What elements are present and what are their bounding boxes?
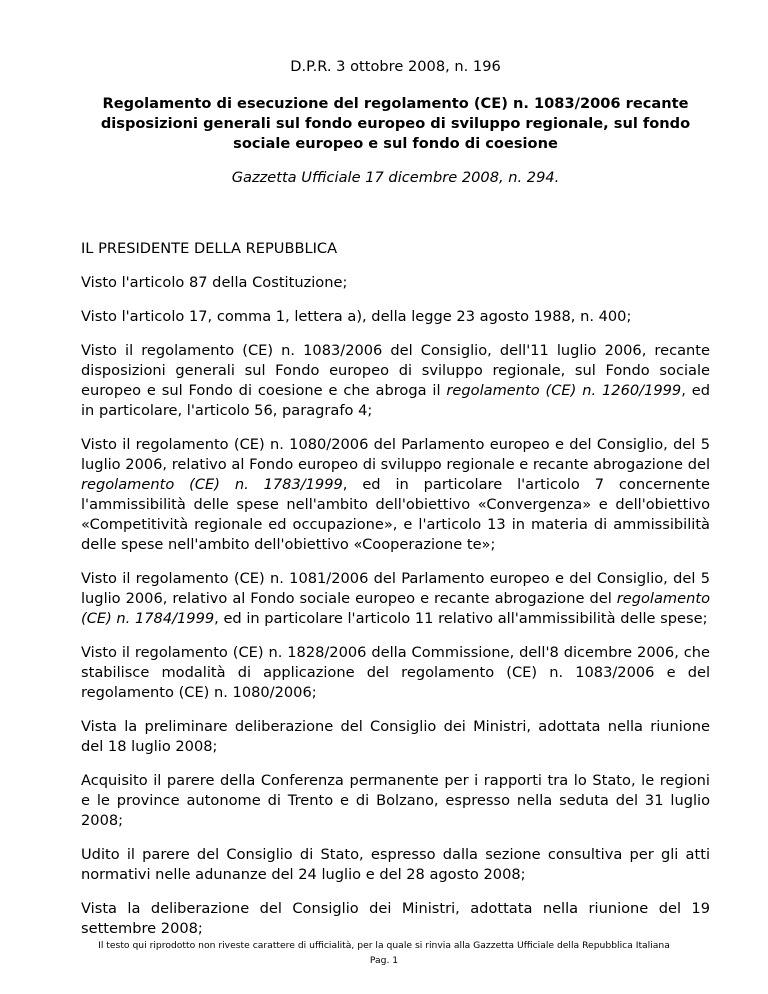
- paragraph-text: , ed in particolare l'articolo 11 relativo all'ammissibilità delle spese;: [214, 610, 708, 627]
- paragraph-council-of-state: Udito il parere del Consiglio di Stato, espresso dalla sezione consultiva per gli atti normativi nelle adunanze del 24 luglio e del 28 agosto 2008;: [81, 846, 710, 883]
- paragraph-regulation-1083: [81, 341, 710, 421]
- paragraph-text: Visto il regolamento (CE) n. 1081/2006 del Parlamento europeo e del Consiglio, del 5 luglio 2006, relativo al Fondo sociale europeo e recante abrogazione del: [81, 570, 710, 607]
- page-footer: [0, 938, 768, 968]
- decree-reference: D.P.R. 3 ottobre 2008, n. 196: [290, 58, 501, 75]
- regulation-reference: regolamento (CE) n. 1783/1999: [81, 476, 343, 493]
- paragraph-regulation-1081: [81, 569, 710, 629]
- paragraph-ministers-deliberation: Vista la deliberazione del Consiglio dei Ministri, adottata nella riunione del 19 settembre 2008;: [81, 900, 710, 937]
- paragraph-president: IL PRESIDENTE DELLA REPUBBLICA: [81, 240, 338, 257]
- regulation-reference: regolamento (CE) n. 1260/1999: [446, 382, 682, 399]
- footer-disclaimer: Il testo qui riprodotto non riveste carattere di ufficialità, per la quale si rinvia alla Gazzetta Ufficiale della Repubblica Italiana: [98, 940, 670, 951]
- paragraph-text: , ed in particolare, l'articolo 56, paragrafo 4;: [81, 382, 710, 419]
- document-content: [81, 57, 710, 953]
- document-title: Regolamento di esecuzione del regolamento (CE) n. 1083/2006 recante disposizioni generali sul fondo europeo di sviluppo regionale, sul fondo sociale europeo e sul fondo di coesione: [100, 95, 691, 152]
- regulation-reference: regolamento (CE) n. 1784/1999: [81, 590, 710, 627]
- paragraph-text: Visto il regolamento (CE) n. 1080/2006 del Parlamento europeo e del Consiglio, del 5 luglio 2006, relativo al Fondo europeo di sviluppo regionale e recante abrogazione del: [81, 436, 710, 473]
- paragraph-conference-opinion: Acquisito il parere della Conferenza permanente per i rapporti tra lo Stato, le regioni e le province autonome di Trento e di Bolzano, espresso nella seduta del 31 luglio 2008;: [81, 772, 710, 829]
- page-number: Pag. 1: [369, 955, 399, 966]
- paragraph-regulation-1828: Visto il regolamento (CE) n. 1828/2006 della Commissione, dell'8 dicembre 2006, che stabilisce modalità di applicazione del regolamento (CE) n. 1083/2006 e del regolamento (CE) n. 1080/2006;: [81, 644, 710, 701]
- paragraph-constitution: Visto l'articolo 87 della Costituzione;: [81, 274, 348, 291]
- paragraph-preliminary-deliberation: Vista la preliminare deliberazione del Consiglio dei Ministri, adottata nella riunione del 18 luglio 2008;: [81, 718, 710, 755]
- paragraph-regulation-1080: [81, 435, 710, 555]
- paragraph-law-400: Visto l'articolo 17, comma 1, lettera a), della legge 23 agosto 1988, n. 400;: [81, 308, 632, 325]
- paragraph-text: , ed in particolare l'articolo 7 concernente l'ammissibilità delle spese nell'ambito dell'obiettivo «Convergenza» e dell'obiettivo «Competitività regionale ed occupazione», e l'articolo 13 in materia di ammissibilità delle spese nell'ambito dell'obiettivo «Cooperazione te»;: [81, 476, 710, 553]
- gazette-citation: Gazzetta Ufficiale 17 dicembre 2008, n. 294.: [231, 169, 560, 186]
- paragraph-text: Visto il regolamento (CE) n. 1083/2006 del Consiglio, dell'11 luglio 2006, recante disposizioni generali sul Fondo europeo di sviluppo regionale, sul Fondo sociale europeo e sul Fondo di coesione e che abroga il: [81, 342, 710, 399]
